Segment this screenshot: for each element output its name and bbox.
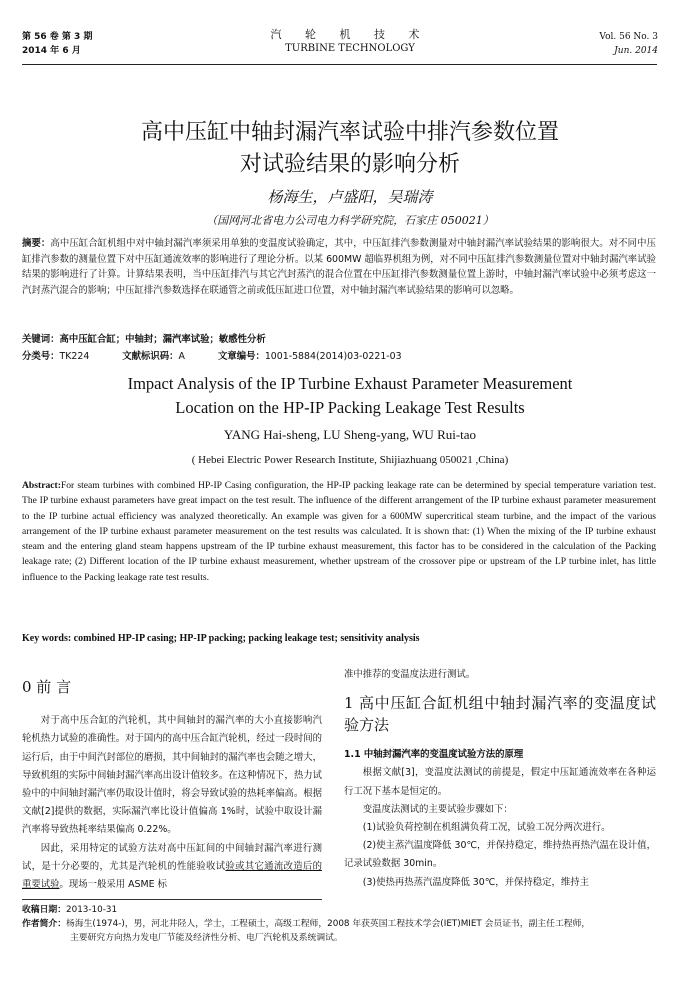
abstract-cn-label: 摘要：: [22, 238, 51, 249]
keywords-cn: [22, 331, 656, 345]
paper-title-cn: [0, 117, 700, 181]
footnote-rule: [22, 899, 322, 900]
subsection-1-1-title: 1.1 中轴封漏汽率的变温度试验方法的原理: [344, 749, 524, 761]
intro-para-2: 因此，采用特定的试验方法对高中压缸间的中间轴封漏汽率进行测试，是十分必要的，尤其是汽轮机的性能验收试验或其它通流改造后的重要试验。现场一般采用 ASME 标: [22, 842, 322, 891]
section-0-title: 0 前 言: [22, 678, 72, 696]
step-2: (2)使主蒸汽温度降低 30℃，并保持稳定，维持热再热汽温在设计值，记录试验数据 30min。: [344, 840, 656, 870]
journal-name-en: TURBINE TECHNOLOGY: [285, 43, 415, 54]
affiliation-en: ( Hebei Electric Power Research Institute, Shijiazhuang 050021 ,China): [191, 454, 509, 466]
method-para-1: 根据文献[3]，变温度法测试的前提是，假定中压缸通流效率在各种运行工况下基本是恒定的。: [344, 767, 656, 797]
paper-title-en: [0, 372, 700, 420]
date-en: Jun. 2014: [614, 46, 658, 56]
received-date: 收稿日期：2013-10-31: [22, 905, 118, 915]
keywords-cn-label: 关键词：: [22, 334, 60, 345]
title-cn-line2: 对试验结果的影响分析: [239, 152, 460, 177]
keywords-en: [22, 633, 656, 644]
abstract-en: [22, 478, 656, 585]
authors-cn: 杨海生，卢盛阳，吴瑞涛: [267, 188, 433, 206]
abstract-cn-text: 高中压缸合缸机组中对中轴封漏汽率须采用单独的变温度试验确定，其中，中压缸排汽参数测量对中轴封漏汽率试验结果的影响很大。对不同中压缸排汽参数的测量位置下对中压缸通流效率的影响进行了理论分析。以某 600MW 超临界机组为例，对不同中压缸排汽参数测量位置对中轴封漏汽率试验结果的影响进行了计算。计算结果表明，当中压缸排汽与其它汽封蒸汽的混合位置在中压缸排汽参数测量位置上游时，中轴封漏汽率试验中必须考虑这一汽封蒸汽混合的影响；中压缸排汽参数选择在联通管之前或低压缸进口位置，对中轴封漏汽率试验结果的影响可以忽略。: [22, 238, 656, 296]
keywords-cn-text: 高中压缸合缸；中轴封；漏汽率试验；敏感性分析: [59, 334, 266, 345]
header-center: [0, 28, 700, 56]
keywords-en-label: Key words:: [22, 633, 72, 644]
volume-cn: 第 56 卷 第 3 期: [22, 32, 93, 42]
intro-para-1: 对于高中压合缸的汽轮机，其中间轴封的漏汽率的大小直接影响汽轮机热力试验的准确性。对于国内的高中压合缸汽轮机，经过一段时间的运行后，由于中间汽封部位的磨损，其中间轴封的漏汽率也会随之增大，导致机组的实际中间轴封漏汽率高出设计值较多。在这种情况下，热力试验中的中间轴封漏汽率仍取设计值时，将会导致试验的热耗率偏高。根据文献[2]提供的数据，实际漏汽率比设计值偏高 1%时，试验中取设计漏汽率将导致热耗率结果偏高 0.22%。: [22, 715, 323, 836]
authors-en: YANG Hai-sheng, LU Sheng-yang, WU Rui-tao: [223, 427, 477, 442]
title-en-line2: Location on the HP-IP Packing Leakage Test Results: [175, 398, 525, 417]
affiliation-cn: （国网河北省电力公司电力科学研究院，石家庄 050021）: [206, 214, 494, 227]
article-number: 文章编号：1001-5884(2014)03-0221-03: [217, 351, 402, 362]
author-bio-line2: 主要研究方向热力发电厂节能及经济性分析、电厂汽轮机及系统调试。: [70, 933, 343, 943]
footnote: [22, 903, 662, 945]
section-1-title: 1 高中压缸合缸机组中轴封漏汽率的变温度试验方法: [344, 694, 656, 735]
volume-en: Vol. 56 No. 3: [599, 32, 658, 42]
class-number: 分类号：TK224: [22, 351, 90, 362]
header-right: [599, 30, 658, 58]
right-column: [344, 666, 656, 892]
keywords-en-text: combined HP-IP casing; HP-IP packing; packing leakage test; sensitivity analysis: [73, 633, 420, 644]
left-column: [22, 666, 322, 894]
date-cn: 2014 年 6 月: [22, 46, 81, 56]
abstract-en-text: For steam turbines with combined HP-IP Casing configuration, the HP-IP packing leakage rate can be determined by special temperature variation test. The IP turbine exhaust parameters have great impact on the test result. The influence of the different arrangement of the IP turbine exhaust parameter measurement to the IP turbine actual efficiency was analyzed theoretically. An example was given for a 600MW supercritical steam turbine, and the impact of the various arrangement of the IP turbine exhaust parameter measurement on the test results was calculated. It is shown that: (1) When the mixing of the IP turbine exhaust steam and the entering gland steam happens upstream of the IP turbine exhaust measurement, this factor has to be considered in the calculation of the Packing leakage rate; (2) Different location of the IP turbine exhaust measurement, whether upstream of the crossover pipe or upstream of the LP turbine inlet, has little influence to the Packing leakage rate test results.: [22, 480, 656, 583]
header-rule: [22, 64, 657, 65]
abstract-cn: [22, 236, 656, 298]
classification-line: [22, 348, 656, 362]
author-bio: 作者简介：杨海生(1974-)，男，河北井陉人，学士，工程硕士，高级工程师，2008 年获英国工程技术学会(IET)MIET 会员证书，副主任工程师，: [22, 919, 591, 929]
continuation-text: 准中推荐的变温度法进行测试。: [344, 669, 476, 680]
step-3: (3)使热再热蒸汽温度降低 30℃，并保持稳定，维持主: [362, 876, 590, 888]
doc-code: 文献标识码：A: [122, 351, 185, 362]
step-1: (1)试验负荷控制在机组满负荷工况，试验工况分两次进行。: [362, 822, 611, 834]
abstract-en-label: Abstract:: [22, 480, 61, 491]
method-para-2: 变温度法测试的主要试验步骤如下：: [362, 803, 513, 815]
title-en-line1: Impact Analysis of the IP Turbine Exhaust Parameter Measurement: [127, 374, 573, 393]
journal-name-cn: 汽 轮 机 技 术: [270, 28, 430, 41]
title-cn-line1: 高中压缸中轴封漏汽率试验中排汽参数位置: [140, 120, 559, 145]
